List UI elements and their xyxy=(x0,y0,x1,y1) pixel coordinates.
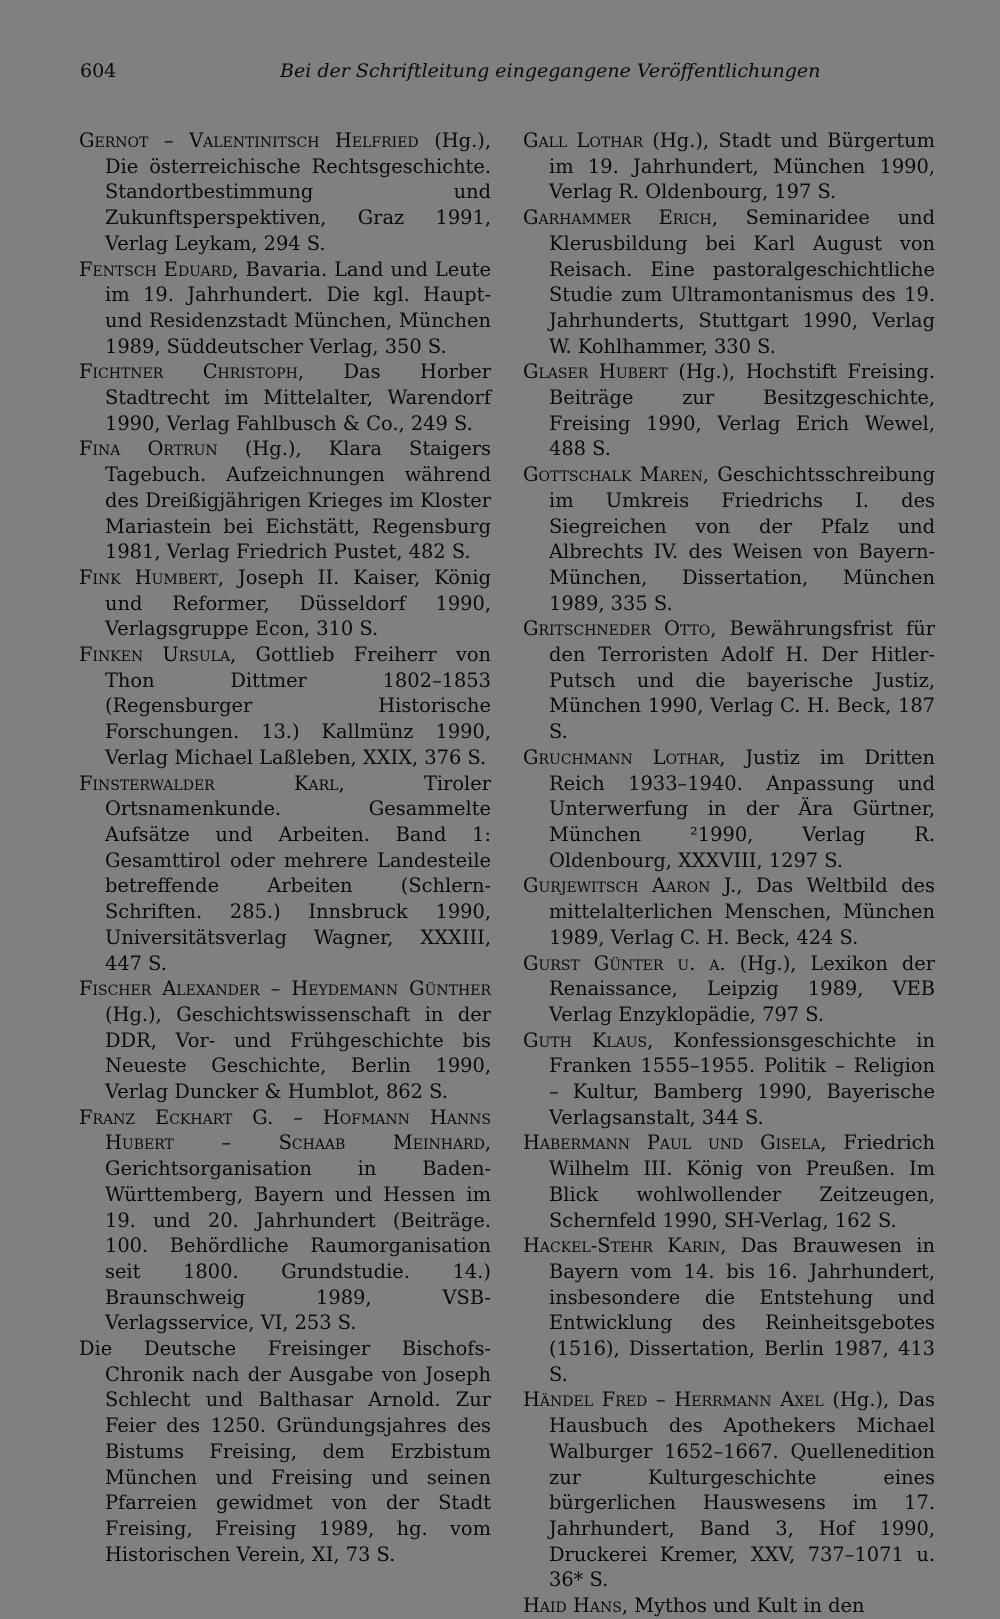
bibliography-entry xyxy=(523,951,935,1028)
bibliography-entry xyxy=(79,565,491,642)
entry-text: , Das Brauwesen in Bayern vom 14. bis 16. Jahrhundert, insbesondere die Entstehung und Entwicklung des Reinheitsgebotes (1516), Dissertation, Berlin 1987, 413 S. xyxy=(549,1234,935,1386)
bibliography-entry xyxy=(79,771,491,977)
bibliography-entry xyxy=(79,1336,491,1567)
entry-text: , Joseph II. Kaiser, König und Reformer, Düsseldorf 1990, Verlagsgruppe Econ, 310 S. xyxy=(105,565,491,641)
author-name: Habermann Paul und Gisela xyxy=(523,1131,821,1155)
page-number: 604 xyxy=(80,60,117,82)
page-header xyxy=(80,60,920,94)
entry-text: , Justiz im Dritten Reich 1933–1940. Anpassung und Unterwerfung in der Ära Gürtner, München ²1990, Verlag R. Oldenbourg, XXXVIII, 1297 S. xyxy=(549,745,935,872)
author-name: Fink Humbert xyxy=(79,565,218,589)
author-name: Gritschneder Otto xyxy=(523,617,711,641)
bibliography-entry xyxy=(523,873,935,950)
author-name: Fischer Alexander – Heydemann Günther xyxy=(79,977,491,1001)
entry-text: (Hg.), Geschichtswissenschaft in der DDR, Vor- und Frühgeschichte bis Neueste Geschichte, Berlin 1990, Verlag Duncker & Humblot, 862 S. xyxy=(105,1002,491,1104)
bibliography-entry xyxy=(523,205,935,359)
author-name: Gurjewitsch Aaron J. xyxy=(523,874,737,898)
bibliography-entry xyxy=(523,1387,935,1593)
right-column xyxy=(523,128,935,1619)
entry-text: , Konfessionsgeschichte in Franken 1555–1955. Politik – Religion – Kultur, Bamberg 1990, Bayerische Verlagsanstalt, 344 S. xyxy=(549,1028,935,1129)
author-name: Fentsch Eduard xyxy=(79,257,233,281)
entry-text: , Gerichtsorganisation in Baden-Württemberg, Bayern und Hessen im 19. und 20. Jahrhundert (Beiträge. 100. Behördliche Raumorganisation seit 1800. Grundstudie. 14.) Braunschweig 1989, VSB-Verlagsservice, VI, 253 S. xyxy=(105,1131,491,1335)
author-name: Fina Ortrun xyxy=(79,437,218,461)
bibliography-entry xyxy=(523,462,935,616)
bibliography-entry xyxy=(523,1028,935,1131)
author-name: Garhammer Erich xyxy=(523,206,712,230)
entry-text: , Seminaridee und Klerusbildung bei Karl August von Reisach. Eine pastoralgeschichtliche Studie zum Ultramontanismus des 19. Jahrhunderts, Stuttgart 1990, Verlag W. Kohlhammer, 330 S. xyxy=(549,206,935,358)
entry-text: , Das Weltbild des mittelalterlichen Menschen, München 1989, Verlag C. H. Beck, 424 S. xyxy=(549,874,935,949)
author-name: Gottschalk Maren xyxy=(523,463,703,487)
bibliography-entry xyxy=(523,1233,935,1387)
entry-text: , Gottlieb Freiherr von Thon Dittmer 1802–1853 (Regensburger Historische Forschungen. 13.) Kallmünz 1990, Verlag Michael Laßleben, XXIX, 376 S. xyxy=(105,643,491,769)
bibliography-entry xyxy=(79,359,491,436)
bibliography-entry xyxy=(523,359,935,462)
bibliography-entry xyxy=(523,1130,935,1233)
bibliography-entry xyxy=(79,642,491,771)
bibliography-entry xyxy=(523,616,935,745)
entry-text: , Friedrich Wilhelm III. König von Preußen. Im Blick wohlwollender Zeitzeugen, Schernfeld 1990, SH-Verlag, 162 S. xyxy=(549,1131,935,1232)
entry-text: , Geschichtsschreibung im Umkreis Friedrichs I. des Siegreichen von der Pfalz und Albrechts IV. des Weisen von Bayern-München, Dissertation, München 1989, 335 S. xyxy=(549,463,936,615)
bibliography-entry xyxy=(523,745,935,874)
author-name: Glaser Hubert xyxy=(523,360,668,384)
left-column xyxy=(79,128,491,1567)
author-name: Finsterwalder Karl xyxy=(79,771,339,795)
author-name: Händel Fred – Herrmann Axel xyxy=(523,1388,824,1412)
entry-text: , Mythos und Kult in den xyxy=(621,1594,865,1618)
entry-text: (Hg.), Hochstift Freising. Beiträge zur Besitzgeschichte, Freising 1990, Verlag Erich Wewel, 488 S. xyxy=(549,360,935,461)
author-name: Haid Hans xyxy=(523,1594,622,1618)
entry-text: , Tiroler Ortsnamenkunde. Gesammelte Aufsätze und Arbeiten. Band 1: Gesamttirol oder mehrere Landesteile betreffende Arbeiten (Schlern-Schriften. 285.) Innsbruck 1990, Universitätsverlag Wagner, XXXIII, 447 S. xyxy=(105,771,491,975)
bibliography-entry xyxy=(79,1105,491,1336)
entry-text: (Hg.), Stadt und Bürgertum im 19. Jahrhundert, München 1990, Verlag R. Oldenbourg, 197 S. xyxy=(549,129,935,204)
entry-text: Die Deutsche Freisinger Bischofs-Chronik nach der Ausgabe von Joseph Schlecht und Balthasar Arnold. Zur Feier des 1250. Gründungsjahres des Bistums Freising, dem Erzbistum München und Freising und seinen Pfarreien gewidmet von der Stadt Freising, Freising 1989, hg. vom Historischen Verein, XI, 73 S. xyxy=(79,1337,491,1566)
entry-text: , Bewährungsfrist für den Terroristen Adolf H. Der Hitler-Putsch und die bayerische Justiz, München 1990, Verlag C. H. Beck, 187 S. xyxy=(549,617,935,744)
bibliography-entry xyxy=(79,976,491,1105)
running-title: Bei der Schriftleitung eingegangene Veröffentlichungen xyxy=(280,60,821,82)
entry-text: (Hg.), Lexikon der Renaissance, Leipzig 1989, VEB Verlag Enzyklopädie, 797 S. xyxy=(549,951,935,1026)
bibliography-entry xyxy=(523,128,935,205)
author-name: Franz Eckhart G. – Hofmann Hanns Hubert – Schaab Meinhard xyxy=(79,1105,491,1155)
author-name: Finken Ursula xyxy=(79,643,231,667)
entry-text: (Hg.), Das Hausbuch des Apothekers Michael Walburger 1652–1667. Quellenedition zur Kulturgeschichte eines bürgerlichen Hauswesens im 17. Jahrhundert, Band 3, Hof 1990, Druckerei Kremer, XXV, 737–1071 u. 36* S. xyxy=(549,1388,935,1592)
author-name: Gall Lothar xyxy=(523,129,644,152)
bibliography-entry xyxy=(79,128,491,257)
author-name: Fichtner Christoph xyxy=(79,360,298,384)
author-name: Guth Klaus xyxy=(523,1028,648,1052)
entry-text: , Bavaria. Land und Leute im 19. Jahrhundert. Die kgl. Haupt- und Residenzstadt München, München 1989, Süddeutscher Verlag, 350 S. xyxy=(105,257,491,358)
bibliography-entry xyxy=(79,257,491,360)
entry-text: , Das Horber Stadtrecht im Mittelalter, Warendorf 1990, Verlag Fahlbusch & Co., 249 S. xyxy=(105,360,491,435)
entry-text: (Hg.), Klara Staigers Tagebuch. Aufzeichnungen während des Dreißigjährigen Krieges im Kloster Mariastein bei Eichstätt, Regensburg 1981, Verlag Friedrich Pustet, 482 S. xyxy=(105,437,491,564)
author-name: Gurst Günter u. a. xyxy=(523,951,726,975)
bibliography-entry xyxy=(523,1593,935,1619)
entry-text: (Hg.), Die österreichische Rechtsgeschichte. Standortbestimmung und Zukunftsperspektiven, Graz 1991, Verlag Leykam, 294 S. xyxy=(105,129,491,255)
bibliography-entry xyxy=(79,436,491,565)
author-name: Hackel-Stehr Karin xyxy=(523,1234,721,1258)
author-name: Gruchmann Lothar xyxy=(523,745,720,769)
author-name: Gernot – Valentinitsch Helfried xyxy=(79,129,419,152)
